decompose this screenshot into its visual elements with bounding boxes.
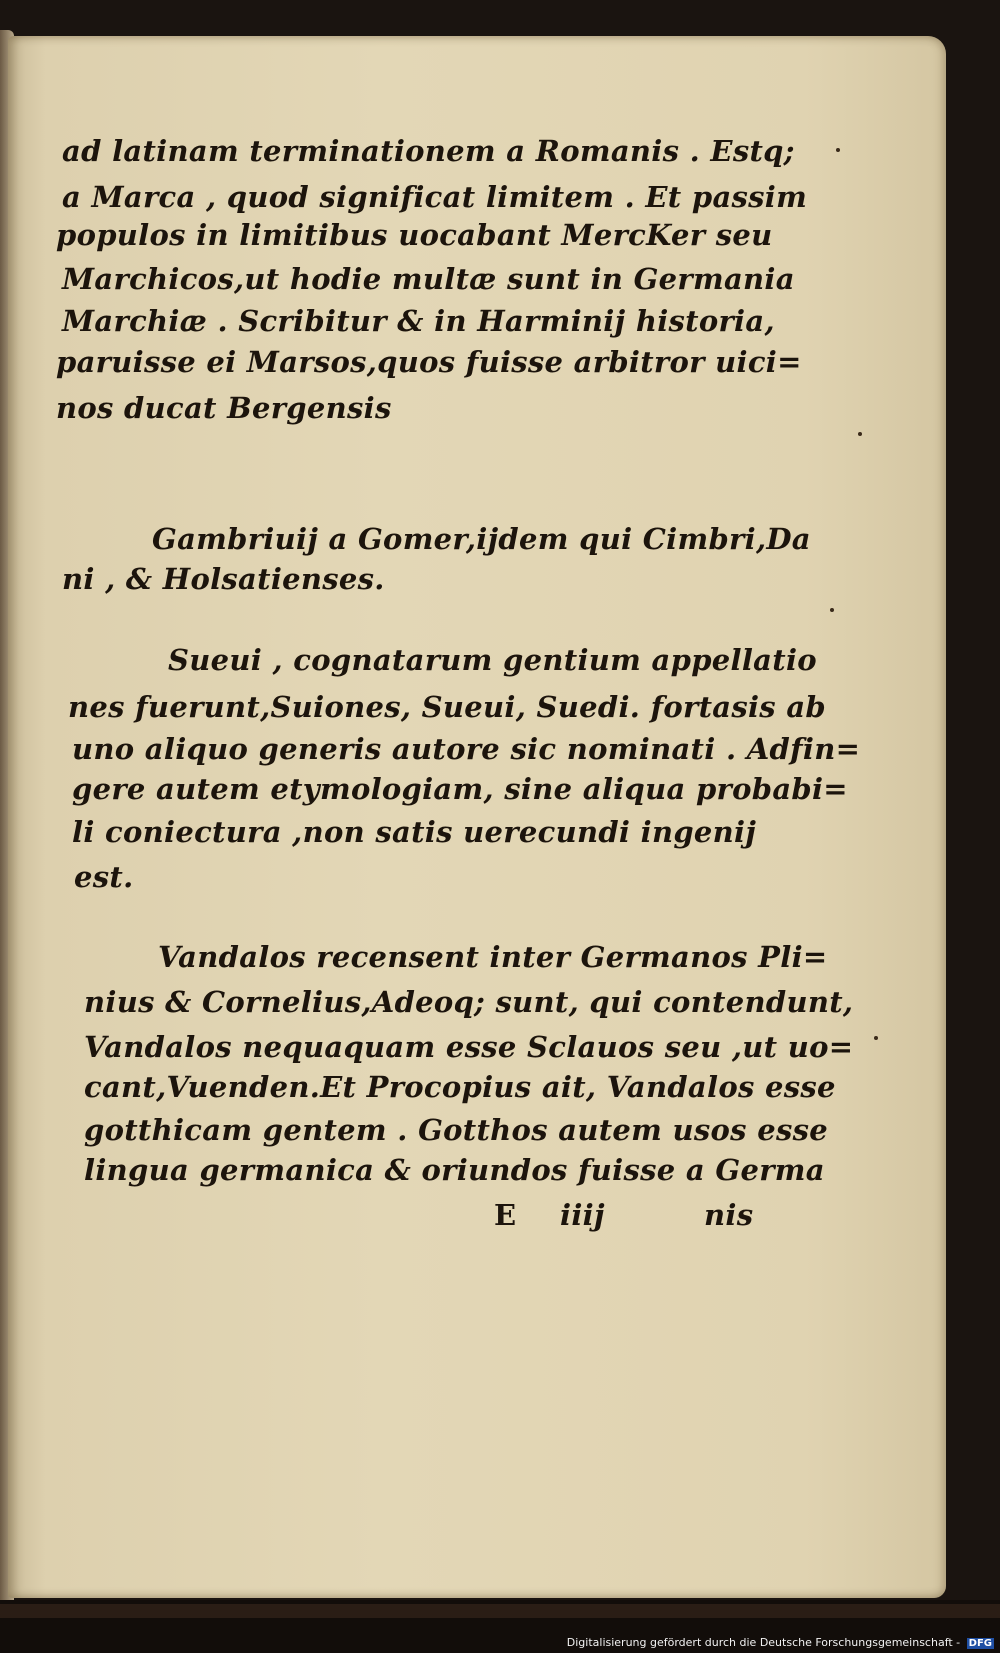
text-line: Marchiæ . Scribitur & in Harminij historia, [62, 304, 775, 338]
text-line: a Marca , quod significat limitem . Et passim [62, 180, 808, 214]
text-line: Marchicos,ut hodie multæ sunt in Germania [62, 262, 795, 296]
text-line: Vandalos recensent inter Germanos Pli= [158, 940, 828, 974]
digitization-credit [567, 1636, 994, 1649]
paper-speck [858, 432, 862, 436]
text-line: cant,Vuenden.Et Procopius ait, Vandalos esse [84, 1070, 836, 1104]
text-line: uno aliquo generis autore sic nominati . Adfin= [72, 732, 861, 766]
text-line: nos ducat Bergensis [56, 391, 392, 425]
catchword: nis [704, 1198, 754, 1232]
text-line: lingua germanica & oriundos fuisse a Germa [84, 1153, 825, 1187]
credit-text: Digitalisierung gefördert durch die Deutsche Forschungsgemeinschaft - [566, 1636, 961, 1649]
text-line: ad latinam terminationem a Romanis . Estq; [62, 134, 795, 168]
dfg-logo: DFG [968, 1638, 992, 1649]
text-line: gotthicam gentem . Gotthos autem usos esse [84, 1113, 828, 1147]
text-line: nes fuerunt,Suiones, Sueui, Suedi. fortasis ab [68, 690, 827, 724]
paper-speck [836, 148, 840, 152]
text-line: paruisse ei Marsos,quos fuisse arbitror uici= [56, 345, 802, 379]
text-line: est. [74, 860, 134, 894]
text-line: ni , & Holsatienses. [62, 562, 385, 596]
text-line: Gambriuij a Gomer,ijdem qui Cimbri,Da [152, 522, 811, 556]
text-line: li coniectura ,non satis uerecundi ingenij [72, 815, 757, 849]
signature-mark: E [494, 1198, 517, 1232]
text-line: Vandalos nequaquam esse Sclauos seu ,ut uo= [84, 1030, 854, 1064]
paper-speck [874, 1036, 878, 1040]
scan-edge [0, 1604, 1000, 1618]
text-line: gere autem etymologiam, sine aliqua probabi= [72, 772, 848, 806]
text-line: nius & Cornelius,Adeoq; sunt, qui contendunt, [84, 985, 854, 1019]
signature-number: iiij [560, 1198, 605, 1232]
text-line: populos in limitibus uocabant MercKer seu [56, 218, 773, 252]
paper-speck [830, 608, 834, 612]
text-line: Sueui , cognatarum gentium appellatio [168, 643, 817, 677]
